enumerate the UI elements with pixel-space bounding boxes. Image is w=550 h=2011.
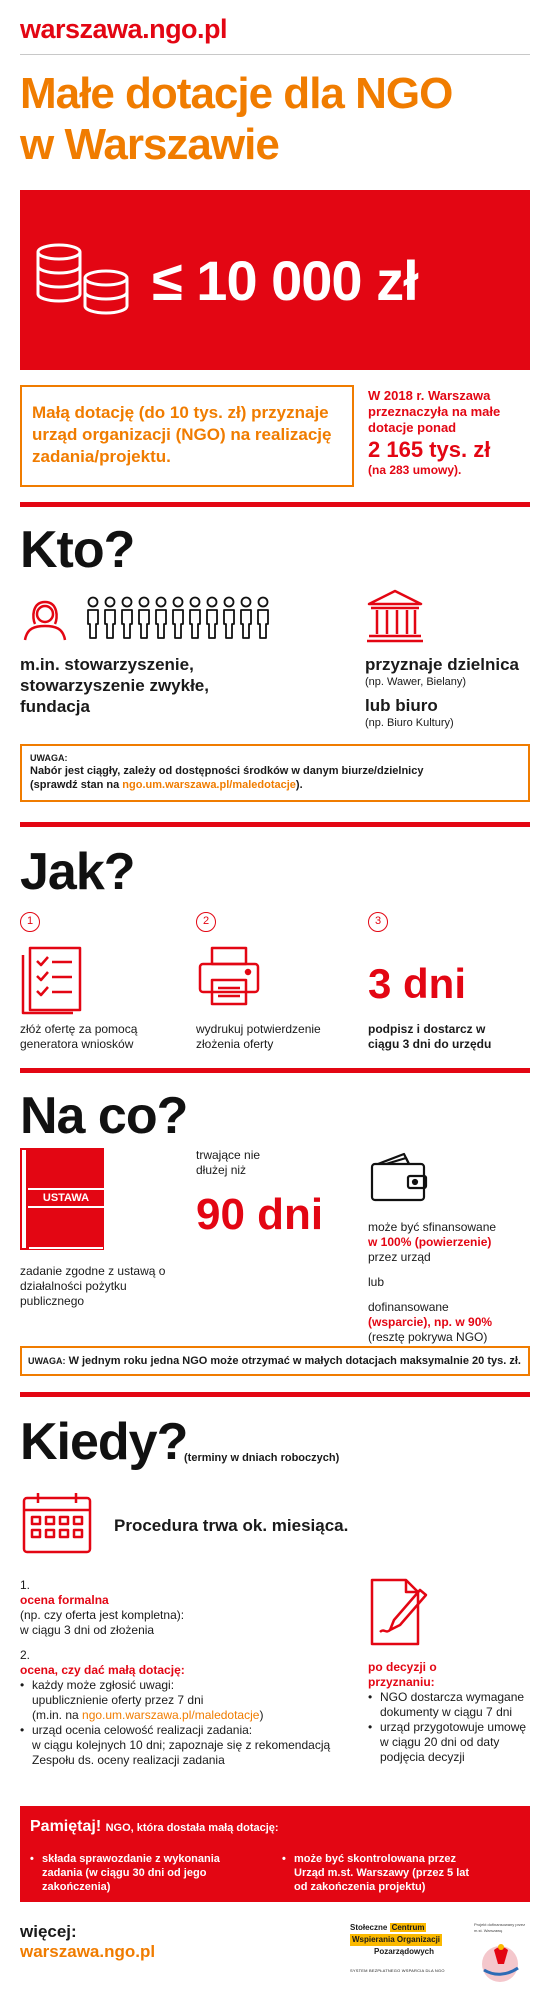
list-item (20, 1678, 350, 1723)
procedure-duration: Procedura trwa ok. miesiąca. (114, 1516, 349, 1535)
coins-stack-icon (34, 242, 134, 322)
duration-value: 90 dni (196, 1190, 324, 1239)
financing-block (368, 1220, 528, 1345)
link-suffix: ) (259, 1708, 264, 1722)
office-example: (np. Biuro Kultury) (365, 717, 454, 729)
reminder-box (20, 1806, 530, 1902)
section-title-jak: Jak? (20, 843, 135, 901)
city-hall-icon (365, 588, 425, 644)
reminder-subtitle: NGO, która dostała małą dotację: (105, 1822, 279, 1834)
decision-list (368, 1690, 528, 1765)
list-item (20, 1723, 350, 1768)
logo-line: Wspierania Organizacji (352, 1935, 441, 1944)
grants-district: przyznaje dzielnica (365, 655, 519, 674)
intro-text: Małą dotację (do 10 tys. zł) przyznaje urząd organizacji (NGO) na realizację zadania/projektu. (32, 403, 332, 466)
stat-block (368, 388, 528, 477)
section-title-kiedy: Kiedy? (20, 1413, 188, 1471)
wallet-icon (368, 1150, 430, 1204)
naco-note (28, 1354, 526, 1368)
calendar-icon (20, 1490, 94, 1556)
max-amount: ≤ 10 000 zł (152, 249, 418, 312)
reminder-list-right (282, 1852, 482, 1894)
step-number: 3 (368, 912, 388, 932)
checklist-icon (20, 944, 86, 1016)
page-title-line-1: Małe dotacje dla NGO (20, 69, 453, 118)
people-group-icon (86, 596, 272, 640)
more-link[interactable]: warszawa.ngo.pl (20, 1942, 156, 1961)
reminder-header (30, 1818, 279, 1836)
stat-value: 2 165 tys. zł (368, 437, 491, 462)
grants-block (365, 654, 535, 730)
step-3-days: 3 dni (368, 960, 467, 1007)
step-number: 2 (196, 912, 216, 932)
scwop-logo (350, 1922, 470, 1974)
logo-caption: Projekt dofinansowany przez m.st. Warszawę (474, 1922, 526, 1933)
fin-full: może być sfinansowane (368, 1220, 497, 1234)
note-link-suffix: ). (295, 779, 303, 791)
book-label: USTAWA (28, 1188, 104, 1208)
decision-title: po decyzji o przyznaniu: (368, 1660, 437, 1689)
stage-2-title: ocena, czy dać małą dotację: (20, 1663, 185, 1677)
divider (20, 822, 530, 827)
reminder-title: Pamiętaj! (30, 1818, 102, 1835)
divider (20, 1392, 530, 1397)
act-compliance-text: zadanie zgodne z ustawą o działalności pożytku publicznego (20, 1264, 166, 1308)
link-prefix: (m.in. na (32, 1708, 83, 1722)
warsaw-mermaid-logo-icon (474, 1938, 530, 1990)
grants-office: lub biuro (365, 696, 438, 715)
note-text: W jednym roku jedna NGO może otrzymać w małych dotacjach maksymalnie 20 tys. zł. (68, 1355, 521, 1367)
stage-1-number: 1. (20, 1578, 31, 1592)
printer-icon (196, 944, 262, 1010)
step-3-text: podpisz i dostarcz w ciągu 3 dni do urzędu (368, 1022, 492, 1051)
logo-line: Pozarządowych (374, 1947, 435, 1956)
list-item: • może być skontrolowana przez Urząd m.st. Warszawy (przez 5 lat od zakończenia projektu) (282, 1852, 482, 1894)
logo-word: Stołeczne (350, 1923, 388, 1932)
section-title-kto: Kto? (20, 521, 135, 579)
stage-1-title: ocena formalna (20, 1593, 109, 1607)
amount-banner (20, 190, 530, 370)
fin-partial-end: (resztę pokrywa NGO) (368, 1330, 488, 1344)
bullet-line: w ciągu kolejnych 10 dni; zapoznaje się z rekomendacją Zespołu ds. oceny realizacji zadania (32, 1738, 331, 1767)
stage-2-number: 2. (20, 1648, 31, 1662)
warsaw-logo (474, 1922, 530, 1995)
kiedy-subtitle: (terminy w dniach roboczych) (184, 1452, 340, 1464)
note-label: UWAGA: (30, 753, 68, 763)
note-text: Nabór jest ciągły, zależy od dostępności środków w danym biurze/dzielnicy (30, 765, 424, 777)
district-example: (np. Wawer, Bielany) (365, 676, 467, 688)
stage-1-deadline: w ciągu 3 dni od złożenia (20, 1623, 155, 1637)
site-logo[interactable]: warszawa.ngo.pl (20, 14, 228, 44)
decision-block (368, 1660, 528, 1765)
document-pen-icon (368, 1576, 432, 1648)
stage-2-list (20, 1678, 350, 1768)
list-item: • składa sprawozdanie z wykonania zadania (w ciągu 30 dni od jego zakończenia) (30, 1852, 250, 1894)
note-label: UWAGA: (28, 1356, 66, 1366)
header-divider (20, 54, 530, 55)
list-item: • NGO dostarcza wymagane dokumenty w ciągu 7 dni (368, 1690, 528, 1720)
stage-1-desc: (np. czy oferta jest kompletna): (20, 1608, 185, 1622)
logo-word: Centrum (391, 1923, 425, 1932)
stage-2 (20, 1648, 350, 1768)
list-item: • urząd przygotowuje umowę w ciągu 20 dni od daty podjęcia decyzji (368, 1720, 528, 1765)
note-link-line (30, 778, 522, 792)
fin-full-percent: w 100% (powierzenie) (368, 1235, 492, 1249)
logo-line (350, 1922, 470, 1934)
law-book-icon (20, 1148, 104, 1250)
stage-1 (20, 1578, 320, 1638)
section-title-naco: Na co? (20, 1087, 188, 1145)
step-2-text: wydrukuj potwierdzenie złożenia oferty (196, 1022, 321, 1051)
logo-caption: SYSTEM BEZPŁATNEGO WSPARCIA DLA NGO (350, 1968, 445, 1973)
who-text: m.in. stowarzyszenie, stowarzyszenie zwykłe, fundacja (20, 655, 209, 716)
maledotacje-link[interactable]: ngo.um.warszawa.pl/maledotacje (122, 779, 296, 791)
bullet-line: • urząd ocenia celowość realizacji zadania: (32, 1723, 253, 1737)
fin-or: lub (368, 1275, 385, 1289)
bullet-line: • każdy może zgłosić uwagi: (32, 1678, 175, 1692)
page-title (20, 68, 452, 170)
fin-partial-percent: (wsparcie), np. w 90% (368, 1315, 493, 1329)
page-title-line-2: w Warszawie (20, 120, 279, 169)
fin-partial: dofinansowane (368, 1300, 449, 1314)
divider (20, 1068, 530, 1073)
stat-prefix: W 2018 r. Warszawa przeznaczyła na małe dotacje ponad (368, 388, 501, 435)
reminder-list-left (30, 1852, 250, 1894)
kto-note (30, 752, 522, 792)
fin-full-end: przez urząd (368, 1250, 431, 1264)
more-label: więcej: (20, 1922, 77, 1941)
note-link-prefix: (sprawdź stan na (30, 779, 123, 791)
duration-label: trwające nie dłużej niż (196, 1148, 261, 1177)
divider (20, 502, 530, 507)
maledotacje-link[interactable]: ngo.um.warszawa.pl/maledotacje (82, 1708, 260, 1722)
step-1-text: złóż ofertę za pomocą generatora wniosków (20, 1022, 138, 1051)
stat-suffix: (na 283 umowy). (368, 463, 462, 477)
woman-icon (20, 592, 70, 642)
bullet-line: upublicznienie oferty przez 7 dni (32, 1693, 204, 1707)
step-number: 1 (20, 912, 40, 932)
bullet-link-line (32, 1708, 350, 1723)
